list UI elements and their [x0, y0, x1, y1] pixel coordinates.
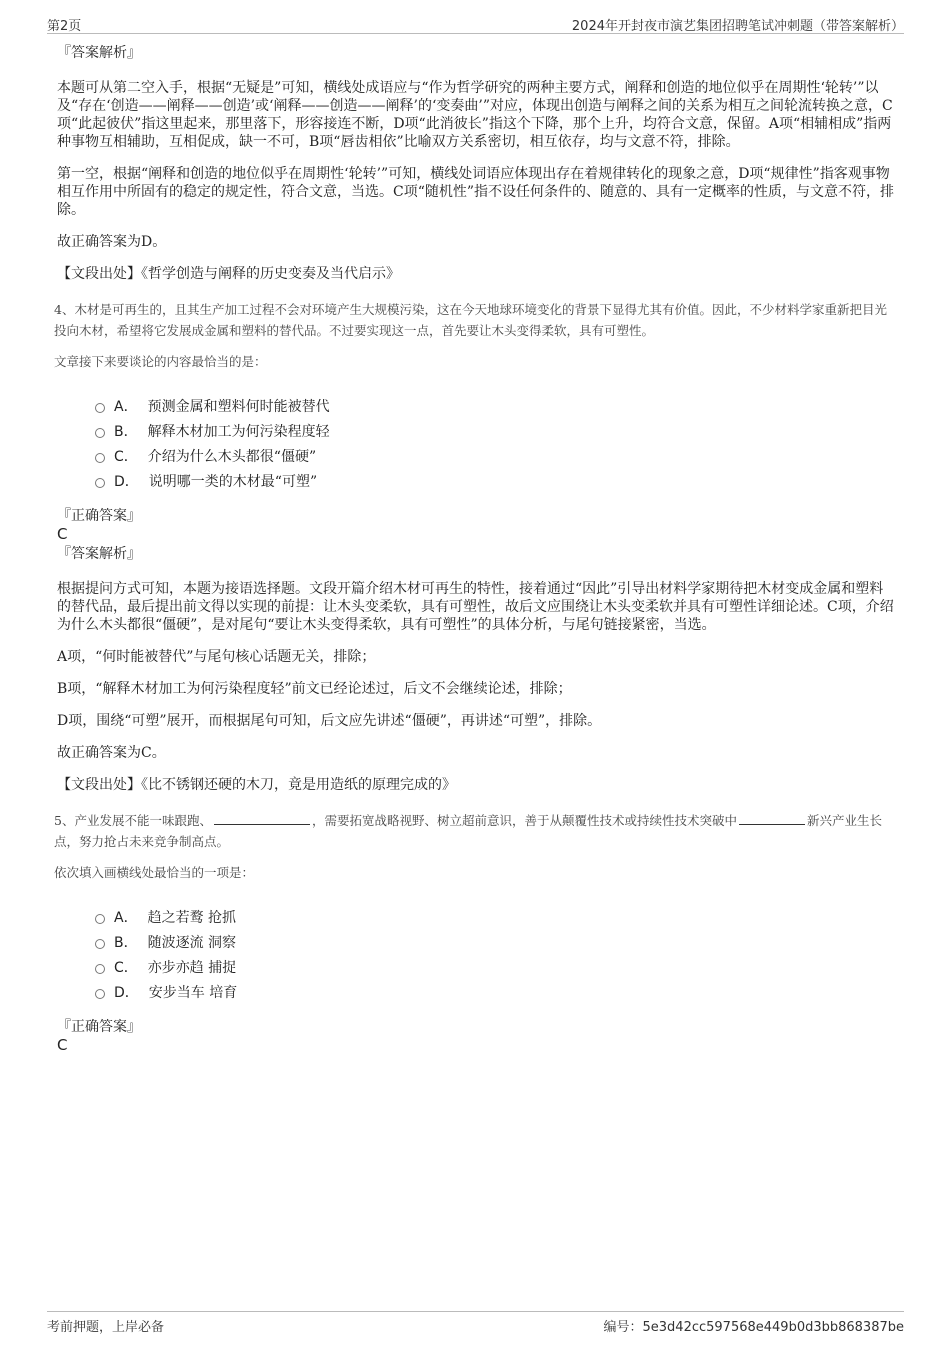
- radio-button[interactable]: [95, 989, 105, 999]
- page-header: [47, 12, 904, 34]
- question-prompt: 依次填入画横线处最恰当的一项是：: [54, 865, 255, 880]
- option-text: 趋之若鹜 抢抓: [147, 909, 237, 926]
- option-letter: A．: [114, 398, 138, 415]
- source-citation: 【文段出处】《比不锈钢还硬的木刀，竟是用造纸的原理完成的》: [57, 777, 456, 793]
- radio-button[interactable]: [95, 939, 105, 949]
- document-title: 2024年开封夜市演艺集团招聘笔试冲刺题（带答案解析）: [571, 19, 904, 34]
- option-text: 解释木材加工为何污染程度轻: [147, 423, 330, 440]
- page-content: [54, 44, 897, 1056]
- document-code: 编号：5e3d42cc597568e449b0d3bb868387be: [603, 1320, 904, 1335]
- analysis-conclusion: 故正确答案为C。: [57, 745, 166, 761]
- option-letter: C．: [114, 448, 138, 465]
- analysis-paragraph: B项，“解释木材加工为何污染程度轻”前文已经论述过，后文不会继续论述，排除；: [57, 681, 572, 697]
- question-text: [54, 810, 897, 852]
- question-text-part: 5、产业发展不能一味跟跑、: [54, 813, 212, 828]
- analysis-paragraph: 根据提问方式可知，本题为接语选择题。文段开篇介绍木材可再生的特性，接着通过“因此”引导出材料学家期待把木材变成金属和塑料的替代品，最后提出前文得以实现的前提：让木头变柔软，具有可塑性，故后文应围绕让木头变柔软并具有可塑性详细论述。C项，介绍为什么木头都很“僵硬”，是对尾句“要让木头变得柔软，具有可塑性”的具体分析，与尾句链接紧密，当选。: [57, 581, 894, 633]
- radio-button[interactable]: [95, 453, 105, 463]
- correct-answer-tag: 『正确答案』: [57, 508, 141, 524]
- option-text: 随波逐流 洞察: [147, 934, 237, 951]
- radio-button[interactable]: [95, 428, 105, 438]
- option-letter: B．: [114, 934, 138, 951]
- option-b[interactable]: [95, 418, 897, 443]
- analysis-paragraph: D项，围绕“可塑”展开，而根据尾句可知，后文应先讲述“僵硬”，再讲述“可塑”，排除。: [57, 713, 602, 729]
- option-list: [95, 393, 897, 493]
- question-text-part: 新兴产业生长点，努力抢占未来竞争制高点。: [54, 813, 882, 849]
- analysis-tag: 『答案解析』: [57, 546, 141, 562]
- option-letter: C．: [114, 959, 138, 976]
- option-d[interactable]: [95, 979, 897, 1004]
- analysis-paragraph: 本题可从第二空入手，根据“无疑是”可知，横线处成语应与“作为哲学研究的两种主要方式，阐释和创造的地位似乎在周期性‘轮转’”以及“存在‘创造——阐释——创造’或‘阐释——创造——阐释’的‘变奏曲’”对应，体现出创造与阐释之间的关系为相互之间轮流转换之意，C项“此起彼伏”指这里起来，那里落下，形容接连不断，D项“此消彼长”指这个下降，那个上升，均符合文意，保留。A项“相辅相成”指两种事物互相辅助，互相促成，缺一不可，B项“唇齿相依”比喻双方关系密切，相互依存，均与文意不符，排除。: [57, 80, 893, 150]
- option-list: [95, 904, 897, 1004]
- fill-blank-1: [214, 813, 310, 825]
- question-prompt: 文章接下来要谈论的内容最恰当的是：: [54, 354, 267, 369]
- radio-button[interactable]: [95, 403, 105, 413]
- option-b[interactable]: [95, 929, 897, 954]
- option-a[interactable]: [95, 393, 897, 418]
- page-footer: [47, 1311, 904, 1335]
- option-text: 亦步亦趋 捕捉: [147, 959, 237, 976]
- correct-answer: C: [57, 1036, 68, 1054]
- option-letter: A．: [114, 909, 138, 926]
- question-text: 4、木材是可再生的，且其生产加工过程不会对环境产生大规模污染，这在今天地球环境变化的背景下显得尤其有价值。因此，不少材料学家重新把目光投向木材，希望将它发展成金属和塑料的替代品。不过要实现这一点，首先要让木头变得柔软，具有可塑性。: [54, 302, 887, 338]
- analysis-paragraph: 第一空，根据“阐释和创造的地位似乎在周期性‘轮转’”可知，横线处词语应体现出存在着规律转化的现象之意，D项“规律性”指客观事物相互作用中所固有的稳定的规定性，符合文意，当选。C项“随机性”指不设任何条件的、随意的、具有一定概率的性质，与文意不符，排除。: [57, 166, 895, 218]
- question-text-part: ，需要拓宽战略视野、树立超前意识，善于从颠覆性技术或持续性技术突破中: [311, 813, 737, 828]
- source-citation: 【文段出处】《哲学创造与阐释的历史变奏及当代启示》: [57, 266, 400, 282]
- correct-answer: C: [57, 525, 68, 543]
- radio-button[interactable]: [95, 914, 105, 924]
- option-c[interactable]: [95, 954, 897, 979]
- option-a[interactable]: [95, 904, 897, 929]
- correct-answer-tag: 『正确答案』: [57, 1019, 141, 1035]
- option-letter: D．: [114, 984, 139, 1001]
- option-text: 安步当车 培育: [148, 984, 238, 1001]
- option-text: 预测金属和塑料何时能被替代: [147, 398, 330, 415]
- option-letter: D．: [114, 473, 139, 490]
- option-text: 说明哪一类的木材最“可塑”: [148, 473, 318, 490]
- radio-button[interactable]: [95, 478, 105, 488]
- radio-button[interactable]: [95, 964, 105, 974]
- fill-blank-2: [739, 813, 805, 825]
- option-d[interactable]: [95, 468, 897, 493]
- option-letter: B．: [114, 423, 138, 440]
- footer-slogan: 考前押题，上岸必备: [47, 1320, 165, 1335]
- option-text: 介绍为什么木头都很“僵硬”: [147, 448, 317, 465]
- page-number: 第2页: [47, 19, 82, 34]
- analysis-conclusion: 故正确答案为D。: [57, 234, 167, 250]
- option-c[interactable]: [95, 443, 897, 468]
- analysis-paragraph: A项，“何时能被替代”与尾句核心话题无关，排除；: [57, 649, 376, 665]
- analysis-tag: 『答案解析』: [57, 45, 141, 61]
